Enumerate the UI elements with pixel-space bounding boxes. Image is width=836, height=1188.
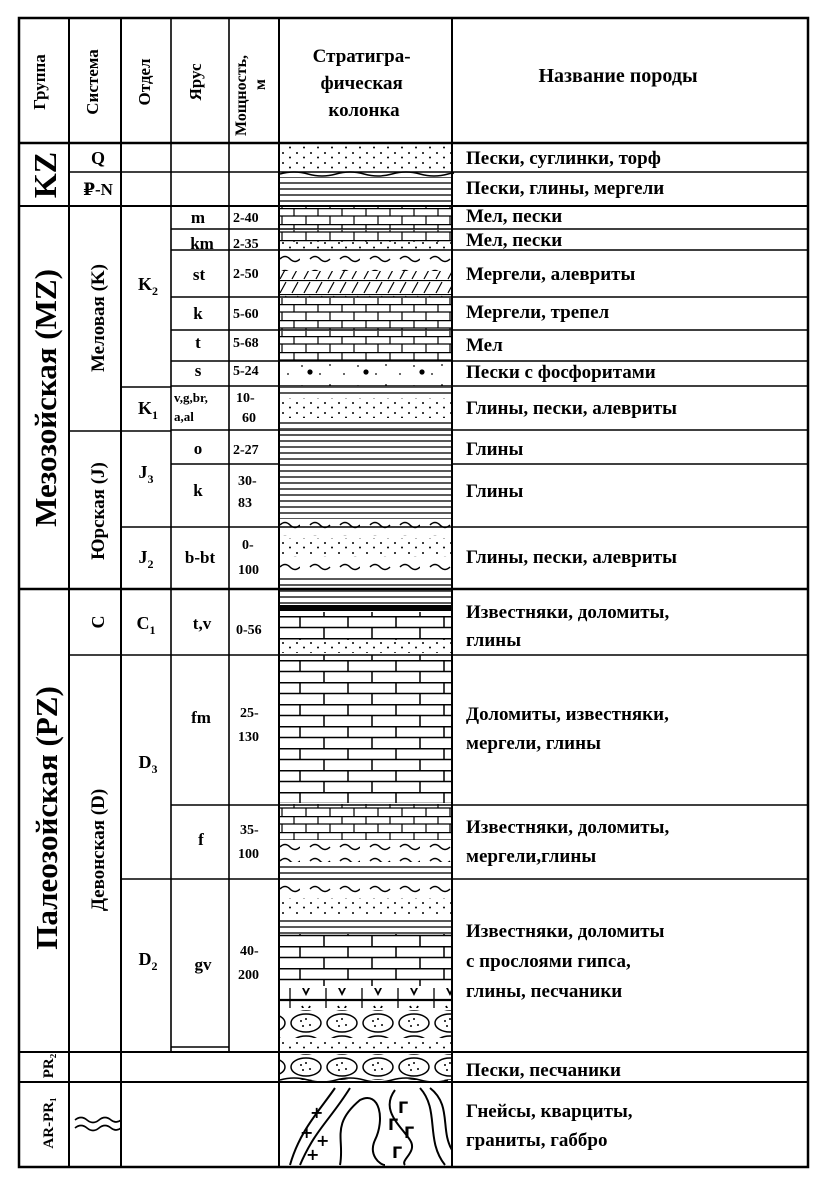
group-pr2: PR₂: [41, 1053, 57, 1079]
layer-q-sand: [280, 144, 452, 172]
thickness-k-j3: 30- 83: [238, 474, 257, 511]
layer-c1-coal: [280, 605, 452, 611]
rock-k1: Глины, пески, алевриты: [466, 398, 677, 419]
rock-ar-pr1: Гнейсы, кварциты, граниты, габбро: [466, 1101, 633, 1151]
svg-text:Г: Г: [404, 1123, 415, 1142]
layer-f-clay: [280, 862, 452, 878]
header-column: Стратигра- фическая колонка: [312, 46, 411, 121]
layer-d2-gypsum: [280, 988, 452, 1008]
layer-d2-wavy: [280, 880, 452, 896]
layer-d2-sandstone: [280, 1010, 452, 1038]
system-pn: ₽-N: [83, 180, 113, 199]
layer-st-marl: [280, 271, 452, 297]
thickness-km: 2-35: [233, 237, 259, 252]
thickness-m: 2-40: [233, 211, 259, 226]
system-column: [75, 148, 121, 1131]
rock-pr2: Пески, песчаники: [466, 1060, 621, 1081]
section-k1: $K_1$: [137, 398, 159, 422]
rock-j2: Глины, пески, алевриты: [466, 547, 677, 568]
unconformity-wavy-icon: [75, 1118, 121, 1131]
stage-s: s: [194, 361, 202, 380]
stage-k: k: [193, 304, 203, 323]
svg-text:Г: Г: [392, 1143, 403, 1162]
header-rock: Название породы: [538, 65, 698, 87]
stage-t: t: [195, 333, 201, 352]
section-d3: $D_3$: [138, 752, 158, 776]
thickness-s: 5-24: [233, 364, 259, 379]
layer-j2-wavy-2: [280, 556, 452, 572]
thickness-f: 35- 100: [238, 823, 259, 862]
rock-o: Глины: [466, 439, 524, 460]
layer-m-chalk: [280, 207, 452, 229]
stage-t-v: t,v: [192, 614, 212, 633]
layer-d2-lime: [280, 934, 452, 986]
stage-m: m: [190, 208, 206, 227]
stage-km: km: [190, 234, 214, 253]
thickness-fm: 25- 130: [238, 706, 259, 745]
layer-km-chalk: [280, 230, 452, 242]
rock-t: Мел: [466, 335, 503, 356]
layer-c1-sand: [280, 641, 452, 653]
svg-text:Г: Г: [398, 1098, 409, 1117]
system-d: Девонская (D): [88, 788, 109, 912]
thickness-t-v: 0-56: [236, 623, 262, 638]
stage-b-bt: b-bt: [184, 548, 216, 567]
thickness-o: 2-27: [233, 443, 259, 458]
layer-f-wavy: [280, 840, 452, 862]
stage-o: o: [193, 439, 203, 458]
layer-d2-clay: [280, 918, 452, 934]
group-mz: Мезозойская (MZ): [28, 269, 63, 527]
layer-st-wavy: [280, 251, 452, 271]
rock-pn: Пески, глины, мергели: [466, 178, 665, 199]
rock-k: Мергели, трепел: [466, 302, 610, 323]
thickness-b-bt: 0- 100: [238, 538, 259, 578]
section-d2: $D_2$: [138, 949, 158, 973]
stage-gv: gv: [194, 955, 212, 974]
layer-j3-clay: [280, 431, 452, 519]
rock-name-column: [466, 148, 677, 1151]
stage-fm: fm: [191, 708, 211, 727]
svg-text:+: +: [300, 1123, 314, 1142]
header-section: Отдел: [135, 58, 154, 106]
thickness-vgbral: 10- 60: [236, 391, 256, 426]
layer-pr2-sandstone: [280, 1054, 452, 1080]
section-j2: $J_2$: [138, 547, 154, 571]
group-kz: KZ: [27, 151, 63, 199]
layer-f-chalk: [280, 804, 452, 840]
stage-k-j3: k: [193, 481, 203, 500]
group-column: [27, 152, 64, 1149]
rock-k-j3: Глины: [466, 481, 524, 502]
layer-j2-sand: [280, 538, 452, 556]
thickness-st: 2-50: [233, 267, 259, 282]
rock-st: Мергели, алевриты: [466, 264, 636, 285]
group-pz: Палеозойская (PZ): [29, 686, 64, 950]
svg-text:+: +: [316, 1131, 330, 1150]
thickness-gv: 40- 200: [238, 944, 259, 983]
granite-cross-icon: [300, 1098, 414, 1164]
rock-d2: Известняки, доломиты с прослоями гипса, глины, песчаники: [466, 921, 665, 1002]
layer-t-chalk: [280, 331, 452, 361]
table-header: [30, 46, 698, 136]
stage-st: st: [192, 265, 206, 284]
header-system: Система: [83, 49, 102, 115]
layer-d2-sand-base: [280, 1040, 452, 1052]
header-thickness: Мощность, м: [233, 54, 269, 136]
system-j: Юрская (J): [88, 462, 109, 560]
system-c: C: [88, 615, 108, 629]
layer-s-phosphorite: [280, 362, 452, 386]
section-j3: $J_3$: [138, 462, 154, 486]
system-k: Меловая (K): [88, 263, 109, 373]
system-q: Q: [90, 148, 106, 168]
stage-f: f: [198, 830, 204, 849]
thickness-column: [233, 211, 262, 983]
rock-km: Мел, пески: [466, 230, 563, 251]
layer-c1-lime: [280, 612, 452, 640]
layer-pn-clay: [280, 177, 452, 205]
header-group: Группа: [30, 54, 49, 110]
rock-q: Пески, суглинки, торф: [466, 148, 661, 169]
thickness-t: 5-68: [233, 336, 259, 351]
group-ar-pr1: AR-PR₁: [41, 1097, 57, 1149]
svg-text:+: +: [310, 1103, 324, 1122]
stage-vgbral: v,g,br, a,al: [174, 390, 208, 424]
rock-fm: Доломиты, известняки, мергели, глины: [466, 704, 669, 754]
section-c1: $C_1$: [136, 613, 156, 637]
rock-s: Пески с фосфоритами: [466, 362, 656, 383]
rock-c1: Известняки, доломиты, глины: [466, 602, 670, 651]
layer-j2-wavy: [280, 520, 452, 536]
section-k2: $K_2$: [137, 274, 159, 298]
layer-d2-sand: [280, 898, 452, 916]
section-column: [137, 274, 159, 973]
stage-column: [174, 208, 215, 974]
header-stage: Ярус: [186, 63, 205, 101]
svg-text:Г: Г: [388, 1115, 399, 1134]
layer-k-chalk: [280, 298, 452, 330]
rock-m: Мел, пески: [466, 206, 563, 227]
svg-text:+: +: [306, 1145, 320, 1164]
rock-f: Известняки, доломиты, мергели,глины: [466, 817, 670, 867]
layer-km-sand: [280, 242, 452, 250]
thickness-k: 5-60: [233, 307, 259, 322]
layer-fm-lime: [280, 655, 452, 803]
